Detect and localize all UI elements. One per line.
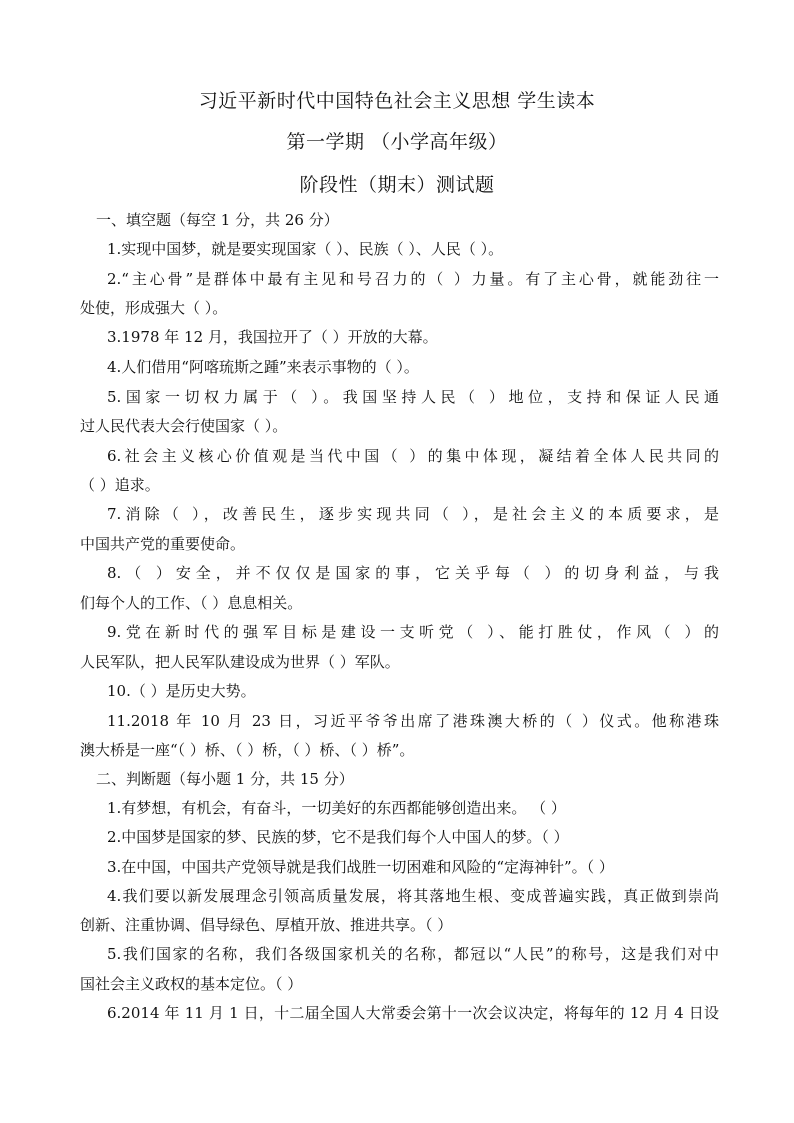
question-line: 11.2018 年 10 月 23 日，习近平爷爷出席了港珠澳大桥的（ ）仪式。他称港珠 xyxy=(107,712,719,730)
question-line: 处使，形成强大（ ）。 xyxy=(80,299,228,317)
question-line: 10.（ ）是历史大势。 xyxy=(107,682,256,700)
semester-subtitle: 第一学期 （小学高年级） xyxy=(286,131,508,153)
question-line: 4.人们借用“阿喀琉斯之踵”来表示事物的（ ）。 xyxy=(107,358,419,376)
question-line: 5.我们国家的名称，我们各级国家机关的名称，都冠以“人民”的称号，这是我们对中 xyxy=(107,945,719,963)
section1-heading: 一、填空题（每空 1 分，共 26 分） xyxy=(96,211,339,229)
question-line: 人民军队，把人民军队建设成为世界（ ）军队。 xyxy=(80,653,400,671)
question-line: （ ）追求。 xyxy=(80,476,160,494)
question-line: 2.“主心骨”是群体中最有主见和号召力的（ ）力量。有了主心骨，就能劲往一 xyxy=(107,270,719,288)
question-line: 8.（ ）安全，并不仅仅是国家的事，它关乎每（ ）的切身利益，与我 xyxy=(107,564,719,582)
question-line: 9.党在新时代的强军目标是建设一支听党（ ）、能打胜仗，作风（ ）的 xyxy=(107,623,719,641)
question-line: 国社会主义政权的基本定位。（ ） xyxy=(80,975,303,993)
section2-heading: 二、判断题（每小题 1 分，共 15 分） xyxy=(96,770,354,788)
question-line: 中国共产党的重要使命。 xyxy=(80,535,246,553)
question-line: 3.1978 年 12 月，我国拉开了（ ）开放的大幕。 xyxy=(107,328,438,346)
question-line: 1.实现中国梦，就是要实现国家（ ）、民族（ ）、人民（ ）。 xyxy=(107,240,504,258)
question-line: 6.社会主义核心价值观是当代中国（ ）的集中体现，凝结着全体人民共同的 xyxy=(107,447,719,465)
document-title: 习近平新时代中国特色社会主义思想 学生读本 xyxy=(198,90,596,112)
question-line: 4.我们要以新发展理念引领高质量发展，将其落地生根、变成普遍实践，真正做到崇尚 xyxy=(107,887,719,905)
question-line: 7.消除（ ），改善民生，逐步实现共同（ ），是社会主义的本质要求，是 xyxy=(107,505,719,523)
question-line: 1.有梦想，有机会，有奋斗，一切美好的东西都能够创造出来。 （ ） xyxy=(107,799,566,817)
question-line: 过人民代表大会行使国家（ ）。 xyxy=(80,417,288,435)
question-line: 2.中国梦是国家的梦、民族的梦，它不是我们每个人中国人的梦。（ ） xyxy=(107,828,569,846)
test-subtitle: 阶段性（期末）测试题 xyxy=(299,174,495,196)
question-line: 5.国家一切权力属于（ ）。我国坚持人民（ ）地位，支持和保证人民通 xyxy=(107,388,719,406)
question-line: 3.在中国，中国共产党领导就是我们战胜一切困难和风险的“定海神针”。（ ） xyxy=(107,858,614,876)
question-line: 澳大桥是一座“（ ）桥、（ ）桥，（ ）桥、（ ）桥”。 xyxy=(80,741,415,759)
question-line: 创新、注重协调、倡导绿色、厚植开放、推进共享。（ ） xyxy=(80,916,453,934)
question-line: 们每个人的工作、（ ）息息相关。 xyxy=(80,594,303,612)
question-line: 6.2014 年 11 月 1 日，十二届全国人大常委会第十一次会议决定，将每年的 12 月 4 日设 xyxy=(107,1004,719,1022)
